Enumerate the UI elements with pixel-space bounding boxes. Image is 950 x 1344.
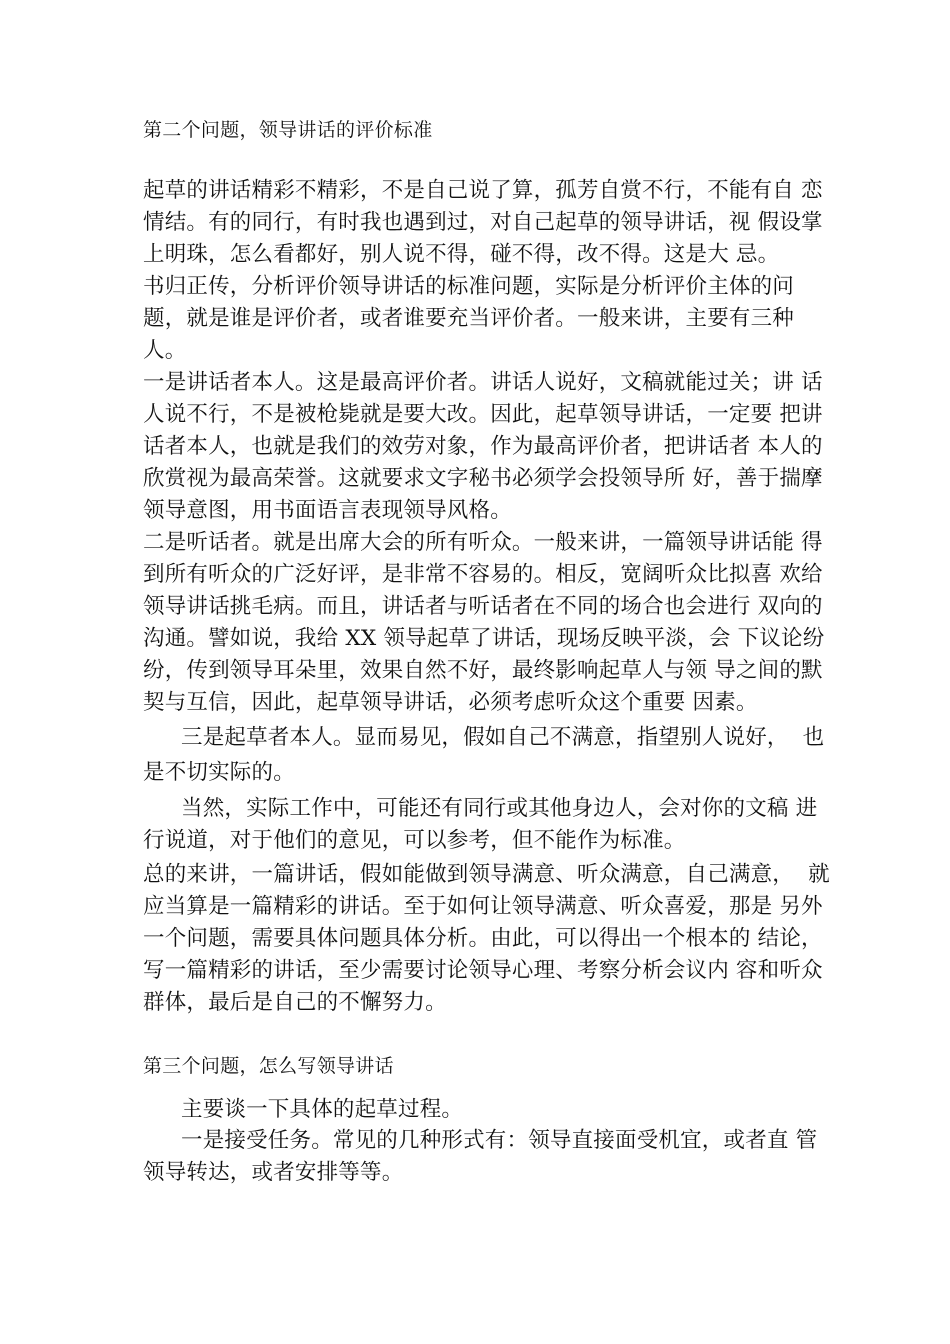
text-line: 是不切实际的。 <box>143 760 295 785</box>
text-line: 一是讲话者本人。这是最高评价者。讲话人说好，文稿就能过关；讲 话 <box>143 370 823 395</box>
text-line: 三是起草者本人。显而易见，假如自己不满意，指望别人说好， 也 <box>181 725 825 750</box>
text-line: 写一篇精彩的讲话，至少需要讨论领导心理、考察分析会议内 容和听众 <box>143 958 823 983</box>
text-line: 主要谈一下具体的起草过程。 <box>181 1097 464 1122</box>
text-line: 上明珠，怎么看都好，别人说不得，碰不得，改不得。这是大 忌。 <box>143 242 780 267</box>
text-line: 一个问题，需要具体问题具体分析。由此，可以得出一个根本的 结论， <box>143 926 823 951</box>
text-line: 书归正传，分析评价领导讲话的标准问题，实际是分析评价主体的问 <box>143 274 795 299</box>
text-line: 情结。有的同行，有时我也遇到过，对自己起草的领导讲话，视 假设掌 <box>143 210 823 235</box>
text-line: 沟通。譬如说，我给 XX 领导起草了讲话，现场反映平淡，会 下议论纷 <box>143 626 825 651</box>
text-line: 领导转达，或者安排等等。 <box>143 1160 404 1185</box>
text-line: 纷，传到领导耳朵里，效果自然不好，最终影响起草人与领 导之间的默 <box>143 658 823 683</box>
text-line: 行说道，对于他们的意见，可以参考，但不能作为标准。 <box>143 828 686 853</box>
text-line: 欣赏视为最高荣誉。这就要求文字秘书必须学会投领导所 好，善于揣摩 <box>143 466 823 491</box>
text-line: 人说不行，不是被枪毙就是要大改。因此，起草领导讲话，一定要 把讲 <box>143 402 823 427</box>
text-line: 领导意图，用书面语言表现领导风格。 <box>143 498 512 523</box>
text-line: 二是听话者。就是出席大会的所有听众。一般来讲，一篇领导讲话能 得 <box>143 530 823 555</box>
text-line: 总的来讲，一篇讲话，假如能做到领导满意、听众满意，自己满意， 就 <box>143 862 830 887</box>
text-line: 一是接受任务。常见的几种形式有：领导直接面受机宜，或者直 管 <box>181 1128 818 1153</box>
text-line: 题，就是谁是评价者，或者谁要充当评价者。一般来讲，主要有三种 <box>143 306 795 331</box>
text-line: 到所有听众的广泛好评，是非常不容易的。相反，宽阔听众比拟喜 欢给 <box>143 562 823 587</box>
text-line: 当然，实际工作中，可能还有同行或其他身边人，会对你的文稿 进 <box>181 796 818 821</box>
section-heading: 第三个问题，怎么写领导讲话 <box>143 1055 394 1077</box>
text-line: 人。 <box>143 338 187 363</box>
text-line: 群体，最后是自己的不懈努力。 <box>143 990 447 1015</box>
text-line: 话者本人，也就是我们的效劳对象，作为最高评价者，把讲话者 本人的 <box>143 434 823 459</box>
text-line: 契与互信，因此，起草领导讲话，必须考虑听众这个重要 因素。 <box>143 690 758 715</box>
text-line: 起草的讲话精彩不精彩，不是自己说了算，孤芳自赏不行，不能有自 恋 <box>143 178 823 203</box>
text-line: 应当算是一篇精彩的讲话。至于如何让领导满意、听众喜爱，那是 另外 <box>143 894 823 919</box>
section-heading: 第二个问题，领导讲话的评价标准 <box>143 119 433 141</box>
text-line: 领导讲话挑毛病。而且，讲话者与听话者在不同的场合也会进行 双向的 <box>143 594 823 619</box>
